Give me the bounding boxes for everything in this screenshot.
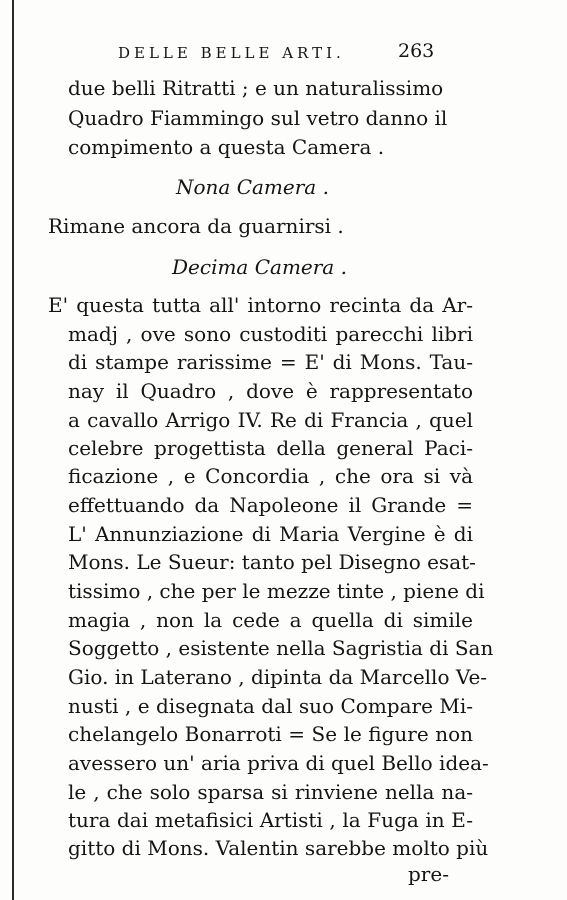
text-line: Rimane ancora da guarnirsi . — [48, 214, 344, 238]
text-line: avessero un' aria priva di quel Bello idea- — [68, 751, 489, 775]
text-line: a cavallo Arrigo IV. Re di Francia , quel — [68, 408, 473, 432]
running-title: DELLE BELLE ARTI. — [118, 44, 345, 62]
text-line: madj , ove sono custoditi parecchi libri — [68, 322, 473, 346]
text-line: chelangelo Bonarroti = Se le figure non — [68, 722, 473, 746]
text-line: magia , non la cede a quella di simile — [68, 608, 473, 632]
text-line: Gio. in Laterano , dipinta da Marcello Ve- — [68, 665, 488, 689]
text-line: ficazione , e Concordia , che ora si và — [68, 464, 473, 488]
text-line: effettuando da Napoleone il Grande = — [68, 493, 473, 517]
text-line: L' Annunziazione di Maria Vergine è di — [68, 522, 473, 546]
text-line: nay il Quadro , dove è rappresentato — [68, 379, 473, 403]
text-line: Mons. Le Sueur: tanto pel Disegno esat- — [68, 550, 476, 574]
text-line: Soggetto , esistente nella Sagristia di San — [68, 636, 494, 660]
catchword: pre- — [408, 862, 449, 886]
text-line: compimento a questa Camera . — [68, 135, 385, 159]
text-line: di stampe rarissime = E' di Mons. Tau- — [68, 350, 473, 374]
text-line: celebre progettista della general Paci- — [68, 436, 473, 460]
text-line: tura dai metafisici Artisti , la Fuga in E- — [68, 808, 473, 832]
text-line: Quadro Fiammingo sul vetro danno il — [68, 106, 448, 130]
binding-edge — [12, 0, 14, 900]
text-line: le , che solo sparsa si rinviene nella na- — [68, 780, 473, 804]
text-line: gitto di Mons. Valentin sarebbe molto più — [68, 836, 489, 860]
text-line: nusti , e disegnata dal suo Compare Mi- — [68, 694, 473, 718]
page-number: 263 — [398, 40, 435, 62]
text-line: tissimo , che per le mezze tinte , piene di — [68, 579, 485, 603]
text-line: E' questa tutta all' intorno recinta da Ar- — [48, 293, 473, 317]
section-heading-nona: Nona Camera . — [176, 175, 329, 199]
text-line: due belli Ritratti ; e un naturalissimo — [68, 76, 444, 100]
section-heading-decima: Decima Camera . — [172, 255, 347, 279]
